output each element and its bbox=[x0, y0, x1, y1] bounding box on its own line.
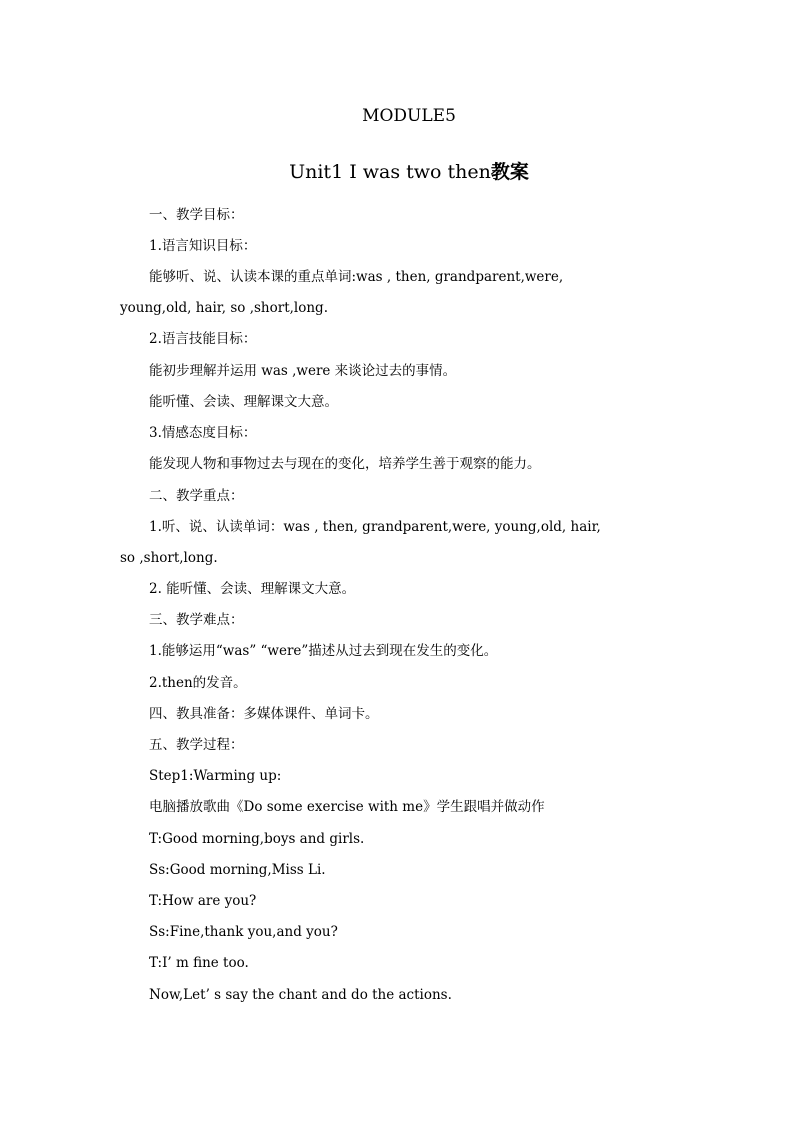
document-title: MODULE5 bbox=[362, 106, 456, 126]
paragraph-line: 1.能够运用“was” “were”描述从过去到现在发生的变化。 bbox=[149, 643, 498, 659]
dialogue-line: T:Good morning,boys and girls. bbox=[149, 831, 365, 847]
step-heading: Step1:Warming up: bbox=[149, 768, 282, 784]
subheading-skill-goal: 2.语言技能目标： bbox=[149, 331, 257, 347]
paragraph-line: so ,short,long. bbox=[120, 550, 218, 566]
paragraph-line: 能初步理解并运用 was ,were 来谈论过去的事情。 bbox=[149, 363, 457, 379]
paragraph-line: 能够听、说、认读本课的重点单词:was , then, grandparent,were, bbox=[149, 269, 564, 285]
dialogue-line: Ss:Good morning,Miss Li. bbox=[149, 862, 326, 878]
subheading-knowledge-goal: 1.语言知识目标： bbox=[149, 238, 257, 254]
paragraph-line: 能发现人物和事物过去与现在的变化，培养学生善于观察的能力。 bbox=[149, 456, 541, 472]
section-heading-objectives: 一、教学目标： bbox=[149, 207, 244, 223]
section-heading-materials: 四、教具准备：多媒体课件、单词卡。 bbox=[149, 706, 379, 722]
subtitle-english: Unit1 I was two then bbox=[289, 161, 491, 183]
dialogue-line: T:I’ m fine too. bbox=[149, 955, 249, 971]
paragraph-line: 能听懂、会读、理解课文大意。 bbox=[149, 394, 338, 410]
section-heading-key-points: 二、教学重点： bbox=[149, 488, 244, 504]
paragraph-line: young,old, hair, so ,short,long. bbox=[120, 300, 328, 316]
dialogue-line: Now,Let’ s say the chant and do the actions. bbox=[149, 987, 452, 1003]
paragraph-line: 1.听、说、认读单词：was , then, grandparent,were, young,old, hair, bbox=[149, 519, 601, 535]
document-subtitle bbox=[0, 157, 794, 184]
section-heading-difficulties: 三、教学难点： bbox=[149, 612, 244, 628]
subtitle-chinese: 教案 bbox=[490, 161, 529, 183]
subheading-attitude-goal: 3.情感态度目标： bbox=[149, 425, 257, 441]
paragraph-line: 2.then的发音。 bbox=[149, 675, 247, 691]
section-heading-process: 五、教学过程： bbox=[149, 737, 244, 753]
paragraph-line: 电脑播放歌曲《Do some exercise with me》学生跟唱并做动作 bbox=[149, 799, 545, 815]
paragraph-line: 2. 能听懂、会读、理解课文大意。 bbox=[149, 581, 356, 597]
dialogue-line: T:How are you? bbox=[149, 893, 257, 909]
dialogue-line: Ss:Fine,thank you,and you? bbox=[149, 924, 338, 940]
